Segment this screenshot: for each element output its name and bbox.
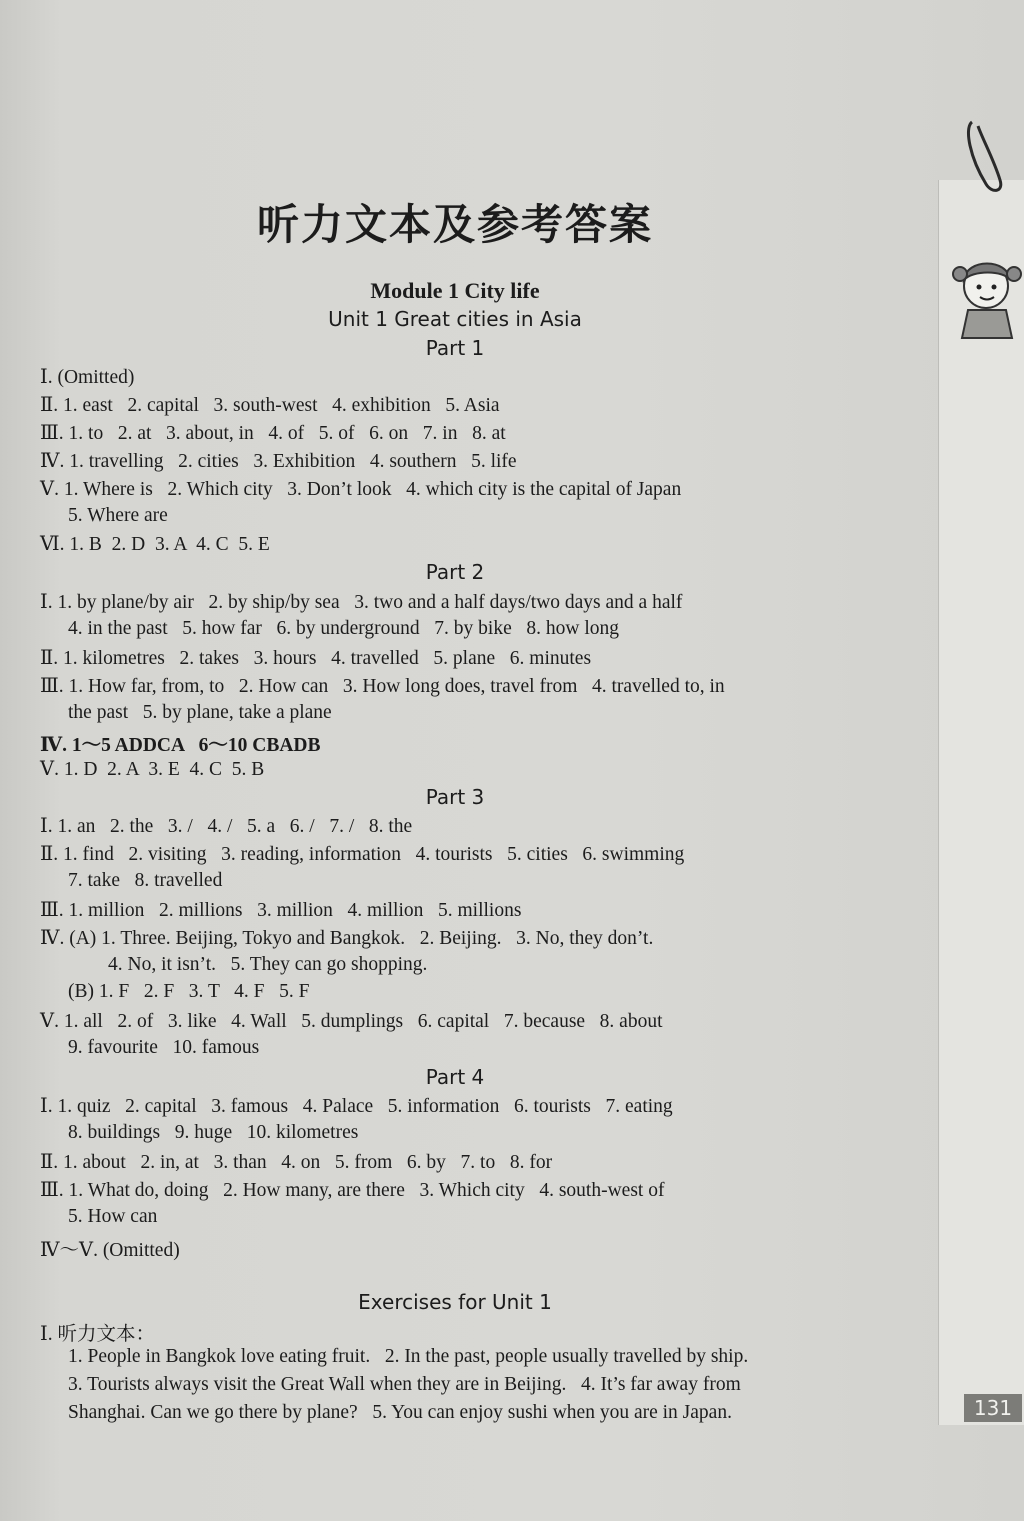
answer-line: Ⅱ. 1. east 2. capital 3. south-west 4. exhibition 5. Asia xyxy=(40,395,500,416)
exercise-heading: Exercises for Unit 1 xyxy=(358,1290,552,1314)
answer-line: Ⅱ. 1. find 2. visiting 3. reading, information 4. tourists 5. cities 6. swimming xyxy=(40,844,685,865)
part-heading: Part 2 xyxy=(425,560,485,584)
page-number: 131 xyxy=(964,1394,1022,1422)
answer-line: Ⅴ. 1. all 2. of 3. like 4. Wall 5. dumplings 6. capital 7. because 8. about xyxy=(40,1011,663,1032)
answer-line: Ⅰ. 听力文本： xyxy=(40,1324,155,1345)
answer-line: Ⅲ. 1. What do, doing 2. How many, are there 3. Which city 4. south-west of xyxy=(40,1180,665,1201)
answer-line: the past 5. by plane, take a plane xyxy=(68,702,332,723)
cartoon-girl-icon xyxy=(950,250,1024,340)
answer-line: 1. People in Bangkok love eating fruit. 2. In the past, people usually travelled by ship. xyxy=(68,1346,749,1367)
answer-line: Ⅵ. 1. B 2. D 3. A 4. C 5. E xyxy=(40,534,270,555)
answer-line: Ⅴ. 1. D 2. A 3. E 4. C 5. B xyxy=(40,759,265,780)
answer-line: Ⅰ. 1. an 2. the 3. / 4. / 5. a 6. / 7. / 8. the xyxy=(40,816,413,837)
answer-line: 3. Tourists always visit the Great Wall when they are in Beijing. 4. It’s far away from xyxy=(68,1374,741,1395)
answer-line: Ⅳ. (A) 1. Three. Beijing, Tokyo and Bangkok. 2. Beijing. 3. No, they don’t. xyxy=(40,928,654,949)
page-edge-tab xyxy=(938,180,1024,1425)
answer-line: 5. Where are xyxy=(68,505,168,526)
module-heading: Module 1 City life xyxy=(370,278,540,303)
part-heading: Part 1 xyxy=(425,336,485,360)
answer-line: 7. take 8. travelled xyxy=(68,870,223,891)
answer-line: Ⅲ. 1. to 2. at 3. about, in 4. of 5. of 6. on 7. in 8. at xyxy=(40,423,506,444)
answer-line: Ⅳ～Ⅴ. (Omitted) xyxy=(40,1240,180,1261)
answer-line: Ⅱ. 1. kilometres 2. takes 3. hours 4. travelled 5. plane 6. minutes xyxy=(40,648,592,669)
answer-line: Ⅱ. 1. about 2. in, at 3. than 4. on 5. from 6. by 7. to 8. for xyxy=(40,1152,553,1173)
part-heading: Part 3 xyxy=(425,785,485,809)
answer-line: 9. favourite 10. famous xyxy=(68,1037,260,1058)
unit-heading: Unit 1 Great cities in Asia xyxy=(328,307,582,331)
answer-line: Ⅰ. 1. by plane/by air 2. by ship/by sea 3. two and a half days/two days and a half xyxy=(40,592,683,613)
answer-line: 5. How can xyxy=(68,1206,158,1227)
answer-line: Ⅲ. 1. How far, from, to 2. How can 3. How long does, travel from 4. travelled to, in xyxy=(40,676,725,697)
part-heading: Part 4 xyxy=(425,1065,485,1089)
answer-line: Shanghai. Can we go there by plane? 5. You can enjoy sushi when you are in Japan. xyxy=(68,1402,732,1423)
answer-line: Ⅰ. 1. quiz 2. capital 3. famous 4. Palace 5. information 6. tourists 7. eating xyxy=(40,1096,673,1117)
answer-line: (B) 1. F 2. F 3. T 4. F 5. F xyxy=(68,981,310,1002)
paperclip-icon xyxy=(960,118,1010,198)
answer-line: Ⅳ. 1. travelling 2. cities 3. Exhibition 4. southern 5. life xyxy=(40,451,517,472)
answer-line: Ⅴ. 1. Where is 2. Which city 3. Don’t look 4. which city is the capital of Japan xyxy=(40,479,682,500)
answer-line: Ⅲ. 1. million 2. millions 3. million 4. million 5. millions xyxy=(40,900,522,921)
answer-line: 8. buildings 9. huge 10. kilometres xyxy=(68,1122,359,1143)
answer-line: 4. No, it isn’t. 5. They can go shopping. xyxy=(108,954,428,975)
answer-line: 4. in the past 5. how far 6. by underground 7. by bike 8. how long xyxy=(68,618,619,639)
page-title: 听力文本及参考答案 xyxy=(256,200,653,249)
answer-line: Ⅳ. 1～5 ADDCA 6～10 CBADB xyxy=(40,735,321,756)
answer-line: Ⅰ. (Omitted) xyxy=(40,367,135,388)
